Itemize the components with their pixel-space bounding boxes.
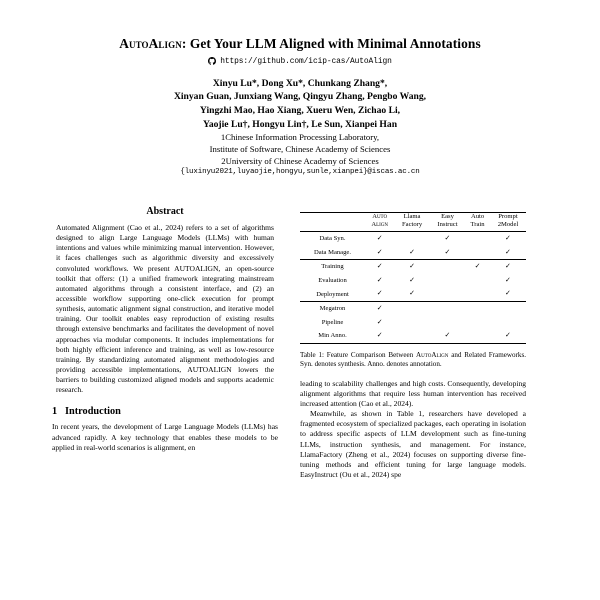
caption-prefix: Table 1: Feature Comparison Between: [300, 350, 417, 359]
empty-cell: [490, 302, 526, 316]
check-icon: ✓: [505, 247, 511, 256]
empty-cell: [465, 329, 490, 343]
row-label: Data Manage.: [314, 248, 351, 256]
author-line: Yingzhi Mao, Hao Xiang, Xueru Wen, Zichao Li,: [199, 104, 401, 116]
empty-cell: [430, 316, 465, 330]
comparison-table-wrapper: [300, 212, 526, 344]
repo-url: https://github.com/icip-cas/AutoAlign: [220, 56, 392, 66]
column-header-line2: Factory: [401, 220, 423, 228]
empty-cell: [465, 232, 490, 246]
check-icon: ✓: [505, 275, 511, 284]
table-row: [300, 232, 526, 246]
column-header-line1: Auto: [470, 213, 485, 220]
title-block: [0, 0, 600, 66]
table-header: [300, 213, 526, 232]
introduction-paragraph: In recent years, the development of Large Language Models (LLMs) has advanced rapidly. A key technology that enables these models to be applied in real-world scenarios is alignment, en: [52, 422, 278, 452]
check-icon: ✓: [409, 289, 415, 298]
check-icon: ✓: [490, 329, 526, 343]
check-icon: ✓: [376, 317, 383, 326]
column-header-line2: Train: [470, 220, 485, 228]
check-icon: ✓: [444, 247, 451, 256]
column-header-line2: Instruct: [437, 220, 458, 228]
empty-cell: [430, 287, 465, 301]
table-row: [300, 260, 526, 274]
table-caption: [300, 351, 526, 370]
affiliation-list: [0, 132, 600, 167]
author-line: Yaojie Lu†, Hongyu Lin†, Le Sun, Xianpei Han: [202, 118, 398, 130]
section-title: Introduction: [65, 406, 121, 418]
check-icon: ✓: [490, 260, 526, 274]
row-label: Megatron: [300, 302, 365, 316]
author-list: [0, 77, 600, 131]
abstract-body: [52, 223, 278, 395]
column-header-line1: Llama: [403, 213, 421, 220]
empty-cell: [465, 302, 490, 316]
column-header-line1: Easy: [441, 213, 454, 220]
abstract-paragraph: Automated Alignment (Cao et al., 2024) refers to a set of algorithms designed to align Large Language Models (LLMs) with human intentions and values while minimizing manual intervention. However, it faces challenges such as algorithmic diversity and excessively convoluted workflows. We present AUTOALIGN, an open-source toolkit that offers: (1) a unified framework integrating mainstream automated algorithms through a consistent interface, and (2) an accessible workflow supporting one-click execution for prompt synthesis, automatic alignment signal construction, and iterative model training. Our toolkit enables easy reproduction of existing results through extensive benchmarks and facilitates the development of novel approaches via modular components. It includes implementations for both highly efficient inference and training, as well as low-resource training. By standardizing automated alignment methodologies and providing accessible implementations, AUTOALIGN lowers the barriers to building customized aligned models and supports academic research.: [56, 223, 274, 395]
section-heading-introduction: [52, 406, 278, 417]
check-icon: ✓: [394, 260, 429, 274]
author-emails: {luxinyu2021,luyaojie,hongyu,sunle,xianpei}@iscas.ac.cn: [180, 168, 420, 177]
page-title-rest: : Get Your LLM Aligned with Minimal Annotations: [181, 36, 481, 51]
table-row: [300, 287, 526, 301]
github-icon: [208, 57, 216, 65]
table-row: [300, 302, 526, 316]
table-corner-cell: [300, 213, 365, 232]
page-title: [52, 36, 548, 53]
affiliation-line: 2University of Chinese Academy of Sciences: [221, 155, 379, 166]
empty-cell: [490, 316, 526, 330]
column-header-line2: 2Model: [497, 220, 519, 228]
empty-cell: [394, 329, 429, 343]
empty-cell: [394, 232, 429, 246]
caption-rest: and Related Frameworks. Syn. denotes synthesis. Anno. denotes annotation.: [300, 350, 526, 369]
column-header-line1: Prompt: [498, 213, 518, 220]
row-label: Data Syn.: [319, 235, 346, 243]
empty-cell: [465, 316, 490, 330]
author-line: Xinyu Lu*, Dong Xu*, Chunkang Zhang*,: [212, 77, 388, 89]
column-header-line1: Auto: [372, 213, 388, 220]
affiliation-line: Institute of Software, Chinese Academy of Sciences: [209, 143, 391, 154]
comparison-table: [300, 212, 526, 344]
row-label: Deployment: [316, 290, 349, 298]
empty-cell: [430, 260, 465, 274]
section-number: 1: [52, 406, 58, 418]
check-icon: ✓: [365, 329, 394, 343]
column-header-llamafactory: [394, 213, 429, 232]
right-paragraph-1: leading to scalability challenges and high costs. Consequently, developing alignment algorithms that require less human intervention has received increased attention (Cao et al., 2024).: [300, 378, 526, 409]
table-row: [300, 274, 526, 288]
check-icon: ✓: [430, 329, 465, 343]
abstract-heading: Abstract: [146, 206, 184, 217]
affiliation-line: 1Chinese Information Processing Laboratory,: [220, 132, 380, 143]
row-label: Min Anno.: [300, 329, 365, 343]
check-icon: ✓: [365, 302, 394, 316]
right-paragraph-2: Meanwhile, as shown in Table 1, researchers have developed a fragmented ecosystem of specialized packages, each operating in isolation to address specific aspects of LLM development such as fine-tuning LLMs, instruction synthesis, and management. For instance, LlamaFactory (Zheng et al., 2024) focuses on supporting diverse fine-tuning methods and efficient tuning for large language models. EasyInstruct (Ou et al., 2024) spe: [300, 409, 526, 480]
right-column: [300, 206, 526, 600]
caption-smallcaps: AutoAlign: [416, 350, 449, 359]
empty-cell: [430, 302, 465, 316]
check-icon: ✓: [505, 233, 511, 242]
table-row: [300, 329, 526, 343]
empty-cell: [394, 302, 429, 316]
empty-cell: [465, 274, 490, 288]
row-label: Training: [300, 260, 365, 274]
column-header-easyinstruct: [430, 213, 465, 232]
empty-cell: [465, 287, 490, 301]
check-icon: ✓: [409, 275, 415, 284]
body-columns: [0, 206, 600, 600]
check-icon: ✓: [376, 247, 383, 256]
check-icon: ✓: [444, 233, 451, 242]
column-header-prompt2model: [490, 213, 526, 232]
check-icon: ✓: [376, 275, 383, 284]
table-row: [300, 246, 526, 260]
repo-link[interactable]: [52, 57, 548, 66]
check-icon: ✓: [505, 289, 511, 298]
check-icon: ✓: [365, 260, 394, 274]
check-icon: ✓: [376, 289, 383, 298]
row-label: Pipeline: [321, 318, 344, 326]
column-header-autoalign: [365, 213, 394, 232]
author-line: Xinyan Guan, Junxiang Wang, Qingyu Zhang, Pengbo Wang,: [173, 91, 427, 103]
page-title-smallcaps: AutoAlign: [119, 36, 182, 51]
check-icon: ✓: [376, 233, 383, 242]
table-header-row: [300, 213, 526, 232]
empty-cell: [465, 246, 490, 260]
left-column: [52, 206, 278, 600]
row-label: Evaluation: [318, 276, 347, 284]
column-header-autotrain: [465, 213, 490, 232]
column-header-line2: Align: [371, 220, 389, 228]
table-row: [300, 316, 526, 330]
empty-cell: [394, 316, 429, 330]
check-icon: ✓: [465, 260, 490, 274]
check-icon: ✓: [409, 247, 415, 256]
table-body: [300, 232, 526, 344]
empty-cell: [430, 274, 465, 288]
